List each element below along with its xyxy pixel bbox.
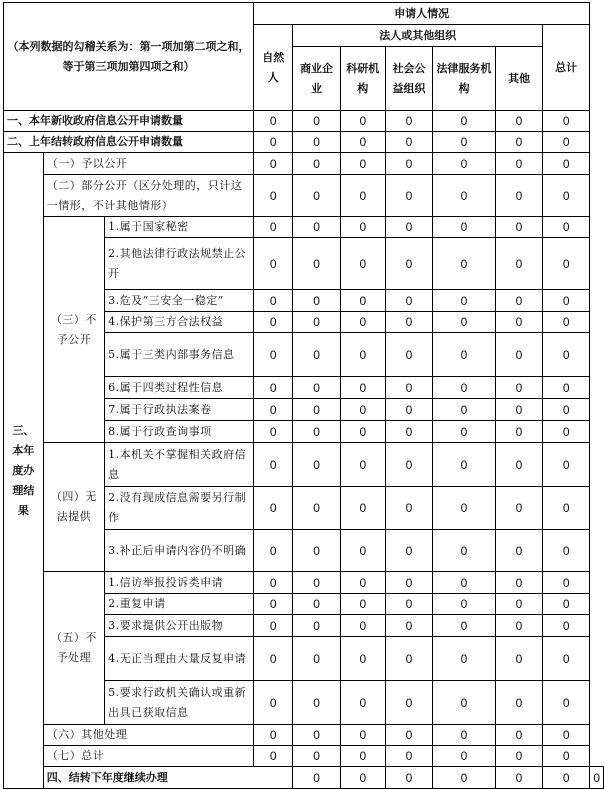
value-cell: 0 [495,399,542,421]
value-cell: 0 [543,487,590,530]
value-cell: 0 [385,594,432,615]
value-cell: 0 [495,175,542,217]
value-cell: 0 [340,238,385,290]
value-cell: 0 [385,572,432,594]
table-row [4,443,604,487]
value-cell: 0 [433,153,496,175]
value-cell: 0 [293,132,340,153]
value-cell: 0 [433,443,496,487]
value-cell: 0 [543,572,590,594]
value-cell: 0 [385,681,432,725]
value-cell: 0 [340,637,385,681]
value-cell: 0 [495,377,542,399]
group-label: （一）予以公开 [43,153,253,175]
section-label: 一、本年新收政府信息公开申请数量 [4,111,254,132]
value-cell: 0 [340,725,385,746]
item-label: 2.重复申请 [105,594,254,615]
item-label: 8.属于行政查询事项 [105,421,254,443]
value-cell: 0 [293,615,340,637]
value-cell: 0 [385,530,432,572]
value-cell: 0 [293,767,340,789]
value-cell: 0 [433,132,496,153]
value-cell: 0 [543,530,590,572]
value-cell: 0 [340,530,385,572]
value-cell: 0 [254,132,293,153]
value-cell: 0 [293,399,340,421]
value-cell: 0 [340,175,385,217]
value-cell: 0 [433,725,496,746]
value-cell: 0 [433,111,496,132]
value-cell: 0 [340,132,385,153]
item-label: 1.信访举报投诉类申请 [105,572,254,594]
value-cell: 0 [385,487,432,530]
value-cell: 0 [340,594,385,615]
value-cell: 0 [385,746,432,767]
item-label: 6.属于四类过程性信息 [105,377,254,399]
value-cell: 0 [495,111,542,132]
value-cell: 0 [293,443,340,487]
value-cell: 0 [340,217,385,238]
value-cell: 0 [293,421,340,443]
value-cell: 0 [340,767,385,789]
value-cell: 0 [385,132,432,153]
value-cell: 0 [543,290,590,312]
value-cell: 0 [385,111,432,132]
value-cell: 0 [495,572,542,594]
value-cell: 0 [495,333,542,377]
value-cell: 0 [293,487,340,530]
table-row [4,111,604,132]
value-cell: 0 [543,725,590,746]
value-cell: 0 [433,217,496,238]
value-cell: 0 [254,312,293,333]
table-row [4,746,604,767]
value-cell: 0 [293,377,340,399]
value-cell: 0 [495,615,542,637]
value-cell: 0 [293,746,340,767]
value-cell: 0 [433,572,496,594]
value-cell: 0 [385,238,432,290]
value-cell: 0 [543,175,590,217]
value-cell: 0 [340,681,385,725]
value-cell: 0 [293,217,340,238]
value-cell: 0 [495,767,542,789]
item-label: 1.属于国家秘密 [105,217,254,238]
value-cell: 0 [433,530,496,572]
value-cell: 0 [543,312,590,333]
item-label: 2.没有现成信息需要另行制作 [105,487,254,530]
value-cell: 0 [340,111,385,132]
value-cell: 0 [543,594,590,615]
value-cell: 0 [340,746,385,767]
value-cell: 0 [385,333,432,377]
value-cell: 0 [433,681,496,725]
value-cell: 0 [385,421,432,443]
value-cell: 0 [293,681,340,725]
value-cell: 0 [433,399,496,421]
value-cell: 0 [293,637,340,681]
value-cell: 0 [254,594,293,615]
value-cell: 0 [543,767,590,789]
value-cell: 0 [385,637,432,681]
value-cell: 0 [385,312,432,333]
value-cell: 0 [293,594,340,615]
group-label: （七）总计 [43,746,253,767]
header-research: 科研机构 [340,47,385,111]
value-cell: 0 [340,312,385,333]
value-cell: 0 [543,217,590,238]
item-label: 2.其他法律行政法规禁止公开 [105,238,254,290]
value-cell: 0 [254,290,293,312]
value-cell: 0 [254,615,293,637]
value-cell: 0 [293,290,340,312]
value-cell: 0 [254,399,293,421]
value-cell: 0 [543,746,590,767]
value-cell: 0 [254,111,293,132]
value-cell: 0 [254,333,293,377]
value-cell: 0 [385,153,432,175]
table-row [4,217,604,238]
value-cell: 0 [495,217,542,238]
value-cell: 0 [254,725,293,746]
value-cell: 0 [293,238,340,290]
value-cell: 0 [543,399,590,421]
value-cell: 0 [254,217,293,238]
item-label: 4.保护第三方合法权益 [105,312,254,333]
value-cell: 0 [254,421,293,443]
header-business: 商业企业 [293,47,340,111]
value-cell: 0 [385,725,432,746]
value-cell: 0 [433,767,496,789]
value-cell: 0 [254,487,293,530]
item-label: 3.危及“三安全一稳定” [105,290,254,312]
header-legal-group: 法人或其他组织 [293,25,543,47]
value-cell: 0 [495,725,542,746]
section-label: 四、结转下年度继续办理 [43,767,293,789]
value-cell: 0 [433,238,496,290]
table-row [4,175,604,217]
table-row [4,153,604,175]
table-row [4,725,604,746]
value-cell: 0 [385,615,432,637]
info-disclosure-table [3,2,604,789]
item-label: 1.本机关不掌握相关政府信息 [105,443,254,487]
value-cell: 0 [543,111,590,132]
value-cell: 0 [340,333,385,377]
value-cell: 0 [495,421,542,443]
value-cell: 0 [433,615,496,637]
value-cell: 0 [254,530,293,572]
value-cell: 0 [495,290,542,312]
value-cell: 0 [254,637,293,681]
header-other: 其他 [495,47,542,111]
value-cell: 0 [590,767,604,789]
value-cell: 0 [254,377,293,399]
value-cell: 0 [495,681,542,725]
value-cell: 0 [254,175,293,217]
value-cell: 0 [433,312,496,333]
table-row [4,767,604,789]
value-cell: 0 [495,530,542,572]
value-cell: 0 [433,746,496,767]
value-cell: 0 [433,421,496,443]
table-row [4,572,604,594]
value-cell: 0 [543,421,590,443]
value-cell: 0 [433,175,496,217]
value-cell: 0 [385,767,432,789]
header-legal-service: 法律服务机构 [433,47,496,111]
value-cell: 0 [385,217,432,238]
value-cell: 0 [495,238,542,290]
value-cell: 0 [433,290,496,312]
value-cell: 0 [495,153,542,175]
value-cell: 0 [254,238,293,290]
value-cell: 0 [340,615,385,637]
header-note: （本列数据的勾稽关系为：第一项加第二项之和，等于第三项加第四项之和） [4,3,254,111]
value-cell: 0 [495,443,542,487]
value-cell: 0 [433,377,496,399]
value-cell: 0 [543,238,590,290]
value-cell: 0 [293,530,340,572]
value-cell: 0 [385,290,432,312]
group-label: （六）其他处理 [43,725,253,746]
value-cell: 0 [293,111,340,132]
value-cell: 0 [543,153,590,175]
value-cell: 0 [385,443,432,487]
group-label: （二）部分公开（区分处理的，只计这一情形，不计其他情形） [43,175,253,217]
value-cell: 0 [543,132,590,153]
value-cell: 0 [543,615,590,637]
value-cell: 0 [433,594,496,615]
value-cell: 0 [340,290,385,312]
item-label: 5.要求行政机关确认或重新出具已获取信息 [105,681,254,725]
value-cell: 0 [543,443,590,487]
value-cell: 0 [385,377,432,399]
value-cell: 0 [293,153,340,175]
value-cell: 0 [254,443,293,487]
value-cell: 0 [433,487,496,530]
value-cell: 0 [340,487,385,530]
value-cell: 0 [293,725,340,746]
header-social: 社会公益组织 [385,47,432,111]
value-cell: 0 [340,572,385,594]
value-cell: 0 [495,594,542,615]
value-cell: 0 [495,132,542,153]
value-cell: 0 [495,637,542,681]
value-cell: 0 [340,153,385,175]
table-row [4,132,604,153]
header-natural-person: 自然人 [254,25,293,111]
value-cell: 0 [340,377,385,399]
group-label: （四）无法提供 [43,443,104,572]
group-label: （三）不予公开 [43,217,104,443]
item-label: 3.要求提供公开出版物 [105,615,254,637]
item-label: 7.属于行政执法案卷 [105,399,254,421]
item-label: 3.补正后申请内容仍不明确 [105,530,254,572]
value-cell: 0 [433,333,496,377]
value-cell: 0 [495,487,542,530]
header-applicant: 申请人情况 [254,3,590,25]
value-cell: 0 [543,333,590,377]
value-cell: 0 [433,637,496,681]
report-table-container [3,2,604,789]
group-label: （五）不予处理 [43,572,104,725]
value-cell: 0 [495,312,542,333]
value-cell: 0 [385,399,432,421]
header-total: 总计 [543,25,590,111]
value-cell: 0 [340,443,385,487]
value-cell: 0 [293,333,340,377]
value-cell: 0 [293,572,340,594]
value-cell: 0 [254,746,293,767]
value-cell: 0 [385,175,432,217]
value-cell: 0 [340,421,385,443]
value-cell: 0 [543,377,590,399]
value-cell: 0 [254,681,293,725]
value-cell: 0 [543,681,590,725]
section-label: 二、上年结转政府信息公开申请数量 [4,132,254,153]
item-label: 4.无正当理由大量反复申请 [105,637,254,681]
value-cell: 0 [293,175,340,217]
section-label-results: 三、本年度办理结果 [4,153,44,789]
value-cell: 0 [340,399,385,421]
value-cell: 0 [495,746,542,767]
value-cell: 0 [254,572,293,594]
value-cell: 0 [543,637,590,681]
value-cell: 0 [254,153,293,175]
value-cell: 0 [293,312,340,333]
item-label: 5.属于三类内部事务信息 [105,333,254,377]
